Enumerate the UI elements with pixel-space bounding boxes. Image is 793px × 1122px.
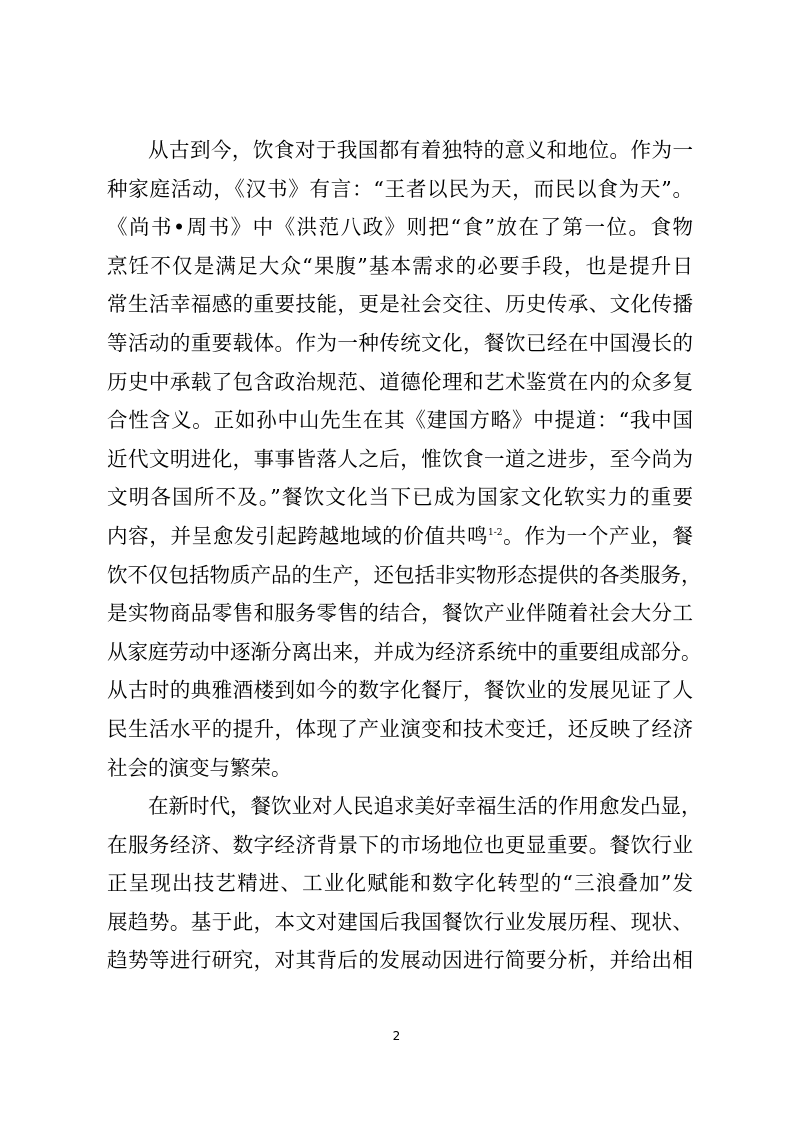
text-line: 展趋势。基于此，本文对建国后我国餐饮行业发展历程、现状、 — [107, 909, 693, 934]
text-line: 常生活幸福感的重要技能，更是社会交往、历史传承、文化传播 — [107, 292, 693, 317]
text-line: 从古到今，饮食对于我国都有着独特的意义和地位。作为一 — [148, 138, 693, 162]
text-line: 种家庭活动，《汉书》有言：“王者以民为天，而民以食为天”。 — [107, 176, 693, 201]
text-line: 等活动的重要载体。作为一种传统文化，餐饮已经在中国漫长的 — [107, 330, 693, 355]
text-line: 正呈现出技艺精进、工业化赋能和数字化转型的“三浪叠加”发 — [107, 871, 693, 896]
text-line: 趋势等进行研究，对其背后的发展动因进行简要分析，并给出相 — [107, 948, 693, 973]
text-line: 《尚书•周书》中《洪范八政》则把“食”放在了第一位。食物 — [107, 215, 693, 240]
text-line: 从家庭劳动中逐渐分离出来，并成为经济系统中的重要组成部分。 — [107, 639, 702, 664]
text-line-with-citation — [107, 517, 693, 556]
text-line: 在服务经济、数字经济背景下的市场地位也更显重要。餐饮行业 — [107, 832, 693, 857]
text-line: 文明各国所不及。”餐饮文化当下已成为国家文化软实力的重要 — [107, 485, 693, 510]
text-line: 饮不仅包括物质产品的生产，还包括非实物形态提供的各类服务， — [107, 562, 702, 587]
text-line: 是实物商品零售和服务零售的结合，餐饮产业伴随着社会大分工 — [107, 601, 693, 626]
citation-reference: 1-2 — [488, 527, 503, 538]
text-line: 在新时代，餐饮业对人民追求美好幸福生活的作用愈发凸显， — [148, 794, 702, 819]
paragraph-1 — [107, 131, 702, 787]
text-line: 历史中承载了包含政治规范、道德伦理和艺术鉴赏在内的众多复 — [107, 369, 693, 394]
text-line: 烹饪不仅是满足大众“果腹”基本需求的必要手段，也是提升日 — [107, 253, 693, 278]
text-span: 内容，并呈愈发引起跨越地域的价值共鸣 — [107, 523, 488, 548]
text-line: 近代文明进化，事事皆落人之后，惟饮食一道之进步，至今尚为 — [107, 446, 693, 471]
text-line: 社会的演变与繁荣。 — [107, 755, 292, 780]
text-line: 民生活水平的提升，体现了产业演变和技术变迁，还反映了经济 — [107, 716, 693, 741]
text-span: 。作为一个产业，餐 — [502, 523, 693, 548]
paragraph-2 — [107, 787, 702, 980]
text-line: 从古时的典雅酒楼到如今的数字化餐厅，餐饮业的发展见证了人 — [107, 678, 693, 703]
page-number: 2 — [392, 1029, 401, 1043]
text-line: 合性含义。正如孙中山先生在其《建国方略》中提道：“我中国 — [107, 408, 693, 433]
body-text — [107, 131, 702, 980]
